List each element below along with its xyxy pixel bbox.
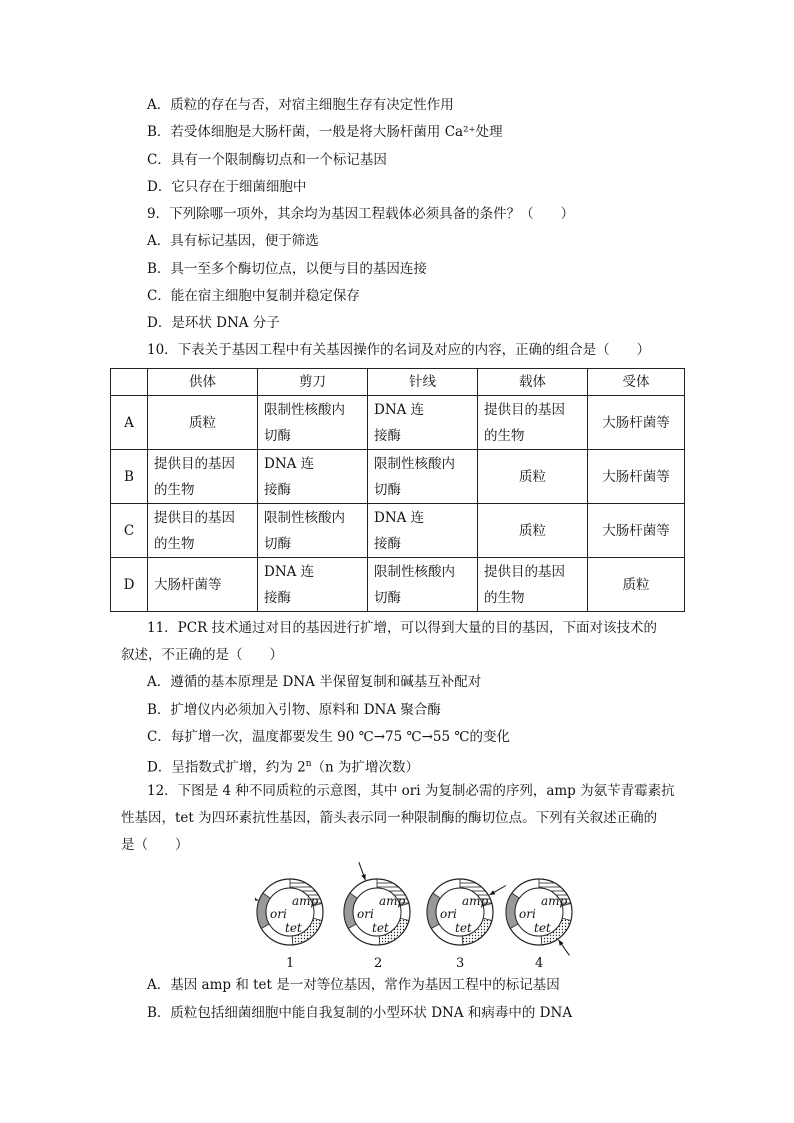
row-label: C bbox=[111, 504, 148, 558]
row-label: D bbox=[111, 558, 148, 612]
plasmid-3 bbox=[427, 879, 506, 945]
table-cell: DNA 连 接酶 bbox=[258, 558, 368, 612]
row-label: A bbox=[111, 396, 148, 450]
q9-option-a: A．具有标记基因，便于筛选 bbox=[147, 233, 319, 249]
table-row bbox=[111, 558, 685, 612]
q11-option-a: A．遵循的基本原理是 DNA 半保留复制和碱基互补配对 bbox=[147, 674, 482, 690]
table-cell: 大肠杆菌等 bbox=[588, 396, 685, 450]
table-cell: 质粒 bbox=[588, 558, 685, 612]
table-row bbox=[111, 450, 685, 504]
row-label: B bbox=[111, 450, 148, 504]
question-12-stem-end: 是（ ） bbox=[121, 837, 189, 853]
plasmid-2 bbox=[344, 862, 410, 945]
table-cell: 提供目的基因 的生物 bbox=[478, 558, 588, 612]
q9-option-d: D．是环状 DNA 分子 bbox=[147, 315, 280, 331]
table-cell: 质粒 bbox=[148, 396, 258, 450]
question-12-stem-cont: 性基因，tet 为四环素抗性基因，箭头表示同一种限制酶的酶切位点。下列有关叙述正确的 bbox=[121, 810, 658, 826]
amp-label: amp bbox=[292, 894, 319, 908]
header-cell: 载体 bbox=[478, 369, 588, 396]
header-cell: 针线 bbox=[368, 369, 478, 396]
plasmid-number-2: 2 bbox=[374, 956, 383, 971]
ori-label: ori bbox=[357, 907, 374, 921]
table-cell: DNA 连 接酶 bbox=[368, 396, 478, 450]
table-cell: 提供目的基因 的生物 bbox=[148, 504, 258, 558]
arrowhead-icon bbox=[255, 896, 258, 900]
table-cell: 限制性核酸内 切酶 bbox=[368, 558, 478, 612]
q11-option-d: D．呈指数式扩增，约为 2$^n$（n 为扩增次数） bbox=[147, 759, 420, 776]
question-12-stem: 12．下图是 4 种不同质粒的示意图，其中 ori 为复制必需的序列，amp 为氨苄青霉素抗 bbox=[147, 783, 675, 799]
amp-label: amp bbox=[462, 894, 489, 908]
q11-option-b: B．扩增仪内必须加入引物、原料和 DNA 聚合酶 bbox=[147, 702, 441, 718]
ori-label: ori bbox=[519, 907, 536, 921]
tet-label: tet bbox=[285, 921, 302, 935]
ori-label: ori bbox=[270, 907, 287, 921]
option-a: A．质粒的存在与否，对宿主细胞生存有决定性作用 bbox=[147, 97, 454, 113]
ori-label: ori bbox=[440, 907, 457, 921]
plasmid-4 bbox=[506, 879, 572, 955]
q12-option-b: B．质粒包括细菌细胞中能自我复制的小型环状 DNA 和病毒中的 DNA bbox=[147, 1005, 573, 1021]
tet-label: tet bbox=[534, 921, 551, 935]
amp-label: amp bbox=[379, 894, 406, 908]
table-row bbox=[111, 396, 685, 450]
q11-option-c: C．每扩增一次，温度都要发生 90 ℃→75 ℃→55 ℃的变化 bbox=[147, 729, 510, 745]
plasmid-number-3: 3 bbox=[456, 956, 465, 971]
plasmid-1 bbox=[255, 879, 323, 945]
table-cell: 质粒 bbox=[478, 504, 588, 558]
table-cell: 大肠杆菌等 bbox=[588, 504, 685, 558]
table-cell: 提供目的基因 的生物 bbox=[148, 450, 258, 504]
table-header-row bbox=[111, 369, 685, 396]
arrowhead-icon bbox=[361, 874, 365, 880]
tet-label: tet bbox=[372, 921, 389, 935]
table-cell: 大肠杆菌等 bbox=[588, 450, 685, 504]
amp-label: amp bbox=[541, 894, 568, 908]
question-11-stem: 11．PCR 技术通过对目的基因进行扩增，可以得到大量的目的基因，下面对该技术的 bbox=[147, 620, 658, 636]
table-row bbox=[111, 504, 685, 558]
plasmid-number-1: 1 bbox=[286, 956, 295, 971]
table-cell: DNA 连 接酶 bbox=[368, 504, 478, 558]
option-c: C．具有一个限制酶切点和一个标记基因 bbox=[147, 152, 387, 168]
q9-option-c: C．能在宿主细胞中复制并稳定保存 bbox=[147, 288, 360, 304]
header-cell: 受体 bbox=[588, 369, 685, 396]
question-11-stem-cont: 叙述，不正确的是（ ） bbox=[121, 647, 283, 663]
header-cell: 剪刀 bbox=[258, 369, 368, 396]
gene-operation-table bbox=[110, 368, 685, 612]
tet-label: tet bbox=[455, 921, 472, 935]
question-10-stem: 10．下表关于基因工程中有关基因操作的名词及对应的内容，正确的组合是（ ） bbox=[147, 342, 651, 358]
q12-option-a: A．基因 amp 和 tet 是一对等位基因，常作为基因工程中的标记基因 bbox=[147, 977, 560, 993]
table-cell: 提供目的基因 的生物 bbox=[478, 396, 588, 450]
table-cell: 质粒 bbox=[478, 450, 588, 504]
header-cell bbox=[111, 369, 148, 396]
option-d: D．它只存在于细菌细胞中 bbox=[147, 179, 307, 195]
question-9-stem: 9．下列除哪一项外，其余均为基因工程载体必须具备的条件？（ ） bbox=[147, 206, 575, 222]
option-b: B．若受体细胞是大肠杆菌，一般是将大肠杆菌用 Ca²⁺处理 bbox=[147, 124, 503, 140]
arrowhead-icon bbox=[559, 940, 564, 946]
table-cell: 大肠杆菌等 bbox=[148, 558, 258, 612]
table-cell: DNA 连 接酶 bbox=[258, 450, 368, 504]
plasmid-number-4: 4 bbox=[535, 956, 544, 971]
q9-option-b: B．具一至多个酶切位点，以便与目的基因连接 bbox=[147, 261, 427, 277]
table-cell: 限制性核酸内 切酶 bbox=[258, 396, 368, 450]
table-cell: 限制性核酸内 切酶 bbox=[368, 450, 478, 504]
header-cell: 供体 bbox=[148, 369, 258, 396]
table-cell: 限制性核酸内 切酶 bbox=[258, 504, 368, 558]
